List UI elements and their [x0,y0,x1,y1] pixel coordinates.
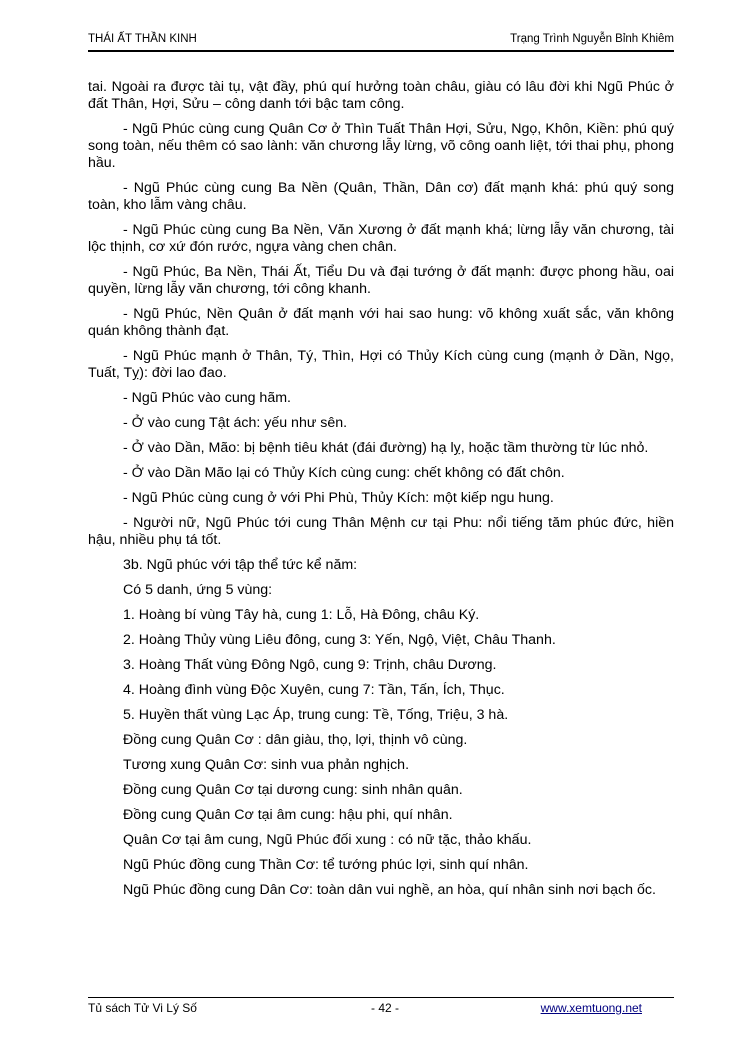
paragraph: Có 5 danh, ứng 5 vùng: [123,582,273,598]
paragraph: Đồng cung Quân Cơ tại dương cung: sinh nhân quân. [123,782,463,798]
list-item: 4. Hoàng đình vùng Độc Xuyên, cung 7: Tần, Tấn, Ích, Thục. [123,682,505,698]
section-heading: 3b. Ngũ phúc với tập thể tức kể năm: [123,557,358,573]
paragraph: - Ngũ Phúc cùng cung Quân Cơ ở Thìn Tuất Thân Hợi, Sửu, Ngọ, Khôn, Kiền: phú quý song toàn, nếu thêm có sao lành: văn chương lẫy lừng, võ công oanh liệt, tới thai phụ, phong hầu. [88,121,674,171]
paragraph: - Ngũ Phúc cùng cung Ba Nền (Quân, Thần, Dân cơ) đất mạnh khá: phú quý song toàn, kho lẫm vàng châu. [88,180,674,213]
page-footer [88,997,674,1018]
paragraph: - Ngũ Phúc, Nền Quân ở đất mạnh với hai sao hung: võ không xuất sắc, văn không quán không thành đạt. [88,306,674,339]
footer-website-link[interactable]: www.xemtuong.net [540,1001,642,1015]
header-book-title: THÁI ẤT THẦN KINH [88,33,197,45]
paragraph: Ngũ Phúc đồng cung Dân Cơ: toàn dân vui nghề, an hòa, quí nhân sinh nơi bạch ốc. [123,882,656,898]
list-item: 1. Hoàng bí vùng Tây hà, cung 1: Lỗ, Hà Đông, châu Ký. [123,607,480,623]
paragraph: - Ngũ Phúc vào cung hãm. [123,390,291,406]
page-body [88,79,674,907]
list-item: 3. Hoàng Thất vùng Đông Ngô, cung 9: Trịnh, châu Dương. [123,657,497,673]
paragraph: Ngũ Phúc đồng cung Thần Cơ: tể tướng phúc lợi, sinh quí nhân. [123,857,529,873]
paragraph: Tương xung Quân Cơ: sinh vua phản nghịch. [123,757,410,773]
list-item: 5. Huyền thất vùng Lạc Áp, trung cung: Tề, Tống, Triệu, 3 hà. [123,707,509,723]
paragraph: - Ở vào cung Tật ách: yếu như sên. [123,415,348,431]
paragraph: - Ở vào Dần, Mão: bị bệnh tiêu khát (đái đường) hạ lỵ, hoặc tầm thường từ lúc nhỏ. [123,440,649,456]
paragraph: Đồng cung Quân Cơ tại âm cung: hậu phi, quí nhân. [123,807,453,823]
page-number: - 42 - [371,1001,400,1015]
paragraph: - Ngũ Phúc cùng cung ở với Phi Phù, Thủy Kích: một kiếp ngu hung. [123,490,554,506]
paragraph: Đồng cung Quân Cơ : dân giàu, thọ, lợi, thịnh vô cùng. [123,732,468,748]
paragraph: tai. Ngoài ra được tài tụ, vật đầy, phú quí hưởng toàn châu, giàu có lâu đời khi Ngũ Phúc ở đất Thân, Hợi, Sửu – công danh tới bậc tam công. [88,79,674,112]
footer-series: Tủ sách Tử Vi Lý Số [88,1001,197,1015]
paragraph: Quân Cơ tại âm cung, Ngũ Phúc đối xung : có nữ tặc, thảo khấu. [123,832,532,848]
paragraph: - Ngũ Phúc mạnh ở Thân, Tý, Thìn, Hợi có Thủy Kích cùng cung (mạnh ở Dần, Ngọ, Tuất, Tỵ): đời lao đao. [88,348,674,381]
paragraph: - Ngũ Phúc cùng cung Ba Nền, Văn Xương ở đất mạnh khá; lừng lẫy văn chương, tài lộc thịnh, cơ xứ đón rước, ngựa vàng chen chân. [88,222,674,255]
paragraph: - Người nữ, Ngũ Phúc tới cung Thân Mệnh cư tại Phu: nổi tiếng tăm phúc đức, hiền hậu, nhiều phụ tá tốt. [88,515,674,548]
page-header [88,30,674,52]
paragraph: - Ngũ Phúc, Ba Nền, Thái Ất, Tiểu Du và đại tướng ở đất mạnh: được phong hầu, oai quyền, lừng lẫy văn chương, tới công khanh. [88,264,674,297]
header-author: Trạng Trình Nguyễn Bỉnh Khiêm [510,33,674,45]
list-item: 2. Hoàng Thủy vùng Liêu đông, cung 3: Yến, Ngộ, Việt, Châu Thanh. [123,632,556,648]
paragraph: - Ở vào Dần Mão lại có Thủy Kích cùng cung: chết không có đất chôn. [123,465,565,481]
